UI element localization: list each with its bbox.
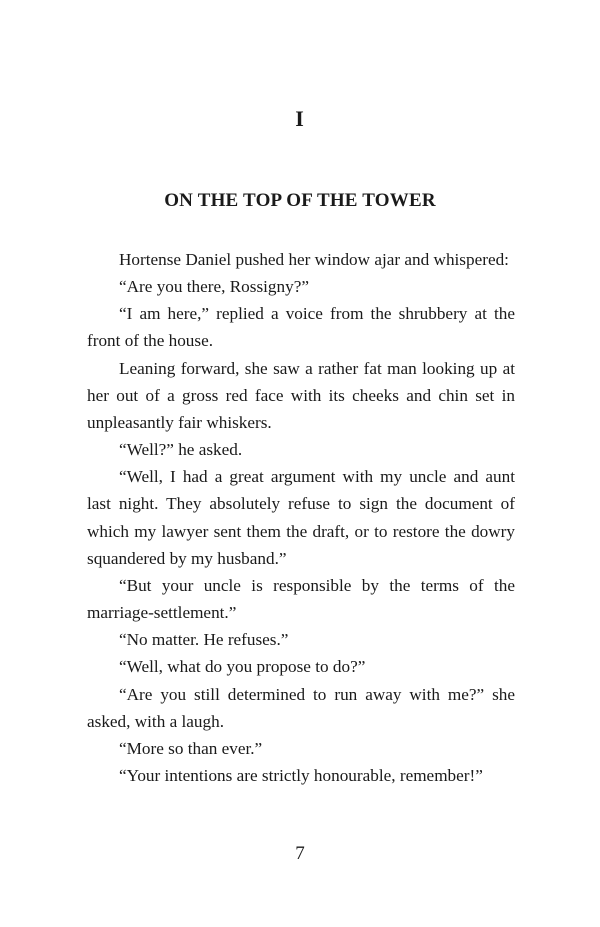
- paragraph: “I am here,” replied a voice from the shrubbery at the front of the house.: [87, 304, 515, 351]
- paragraph: “Are you there, Rossigny?”: [119, 277, 309, 297]
- paragraph: “Well?” he asked.: [119, 440, 243, 460]
- paragraph: “No matter. He refuses.”: [119, 630, 289, 650]
- paragraph: “Are you still determined to run away with me?” she asked, with a laugh.: [87, 684, 515, 731]
- paragraph: Hortense Daniel pushed her window ajar and whispered:: [119, 250, 509, 269]
- chapter-body: [87, 246, 515, 789]
- paragraph: “Well, I had a great argument with my uncle and aunt last night. They absolutely refuse to sign the document of which my lawyer sent them the draft, or to restore the dowry squandered by my husband.”: [87, 467, 515, 568]
- paragraph: “More so than ever.”: [119, 738, 263, 758]
- chapter-title: ON THE TOP OF THE TOWER: [164, 190, 436, 211]
- page-number: 7: [295, 843, 305, 864]
- chapter-number: I: [295, 106, 305, 131]
- paragraph: “Your intentions are strictly honourable, remember!”: [119, 765, 483, 785]
- paragraph: “Well, what do you propose to do?”: [119, 657, 366, 677]
- paragraph: “But your uncle is responsible by the terms of the marriage-settlement.”: [87, 575, 515, 623]
- paragraph: Leaning forward, she saw a rather fat man looking up at her out of a gross red face with its cheeks and chin set in unpleasantly fair whiskers.: [87, 358, 515, 432]
